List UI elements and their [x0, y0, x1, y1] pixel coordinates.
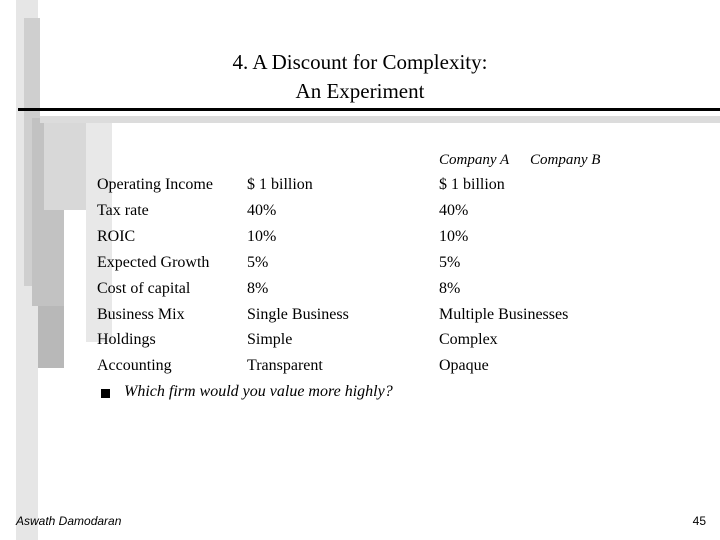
- row-label: Holdings: [97, 331, 156, 348]
- company-b-value: Complex: [439, 331, 498, 348]
- company-a-value: 10%: [247, 228, 277, 245]
- header-company-b: Company B: [530, 152, 601, 168]
- row-label: Tax rate: [97, 202, 149, 219]
- row-label: Cost of capital: [97, 280, 191, 297]
- title-line-1: 4. A Discount for Complexity:: [232, 50, 488, 74]
- row-label: Expected Growth: [97, 254, 210, 271]
- company-b-value: 8%: [439, 280, 461, 297]
- company-b-value: $ 1 billion: [439, 176, 505, 193]
- company-a-value: Transparent: [247, 357, 323, 374]
- page-number: 45: [692, 514, 706, 528]
- company-a-value: 5%: [247, 254, 269, 271]
- row-label: Accounting: [97, 357, 172, 374]
- footer-author: Aswath Damodaran: [16, 514, 122, 528]
- decor-bar-inner: [44, 122, 86, 210]
- row-label: Operating Income: [97, 176, 213, 193]
- company-a-value: 40%: [247, 202, 277, 219]
- company-b-value: 5%: [439, 254, 461, 271]
- slide-title: [110, 48, 610, 106]
- company-b-value: 10%: [439, 228, 469, 245]
- row-label: ROIC: [97, 228, 136, 245]
- row-label: Business Mix: [97, 306, 185, 323]
- company-b-value: 40%: [439, 202, 469, 219]
- bullet-square: [101, 389, 110, 398]
- company-b-value: Multiple Businesses: [439, 306, 569, 323]
- decor-bar-lower: [38, 306, 64, 368]
- header-company-a: Company A: [439, 152, 510, 168]
- company-a-value: Simple: [247, 331, 293, 348]
- title-rule-shadow: [40, 116, 720, 123]
- title-rule: [18, 108, 720, 111]
- company-a-value: Single Business: [247, 306, 349, 323]
- company-a-value: 8%: [247, 280, 269, 297]
- title-line-2: An Experiment: [295, 79, 425, 103]
- question-text: Which firm would you value more highly?: [124, 383, 393, 400]
- company-b-value: Opaque: [439, 357, 489, 374]
- company-a-value: $ 1 billion: [247, 176, 313, 193]
